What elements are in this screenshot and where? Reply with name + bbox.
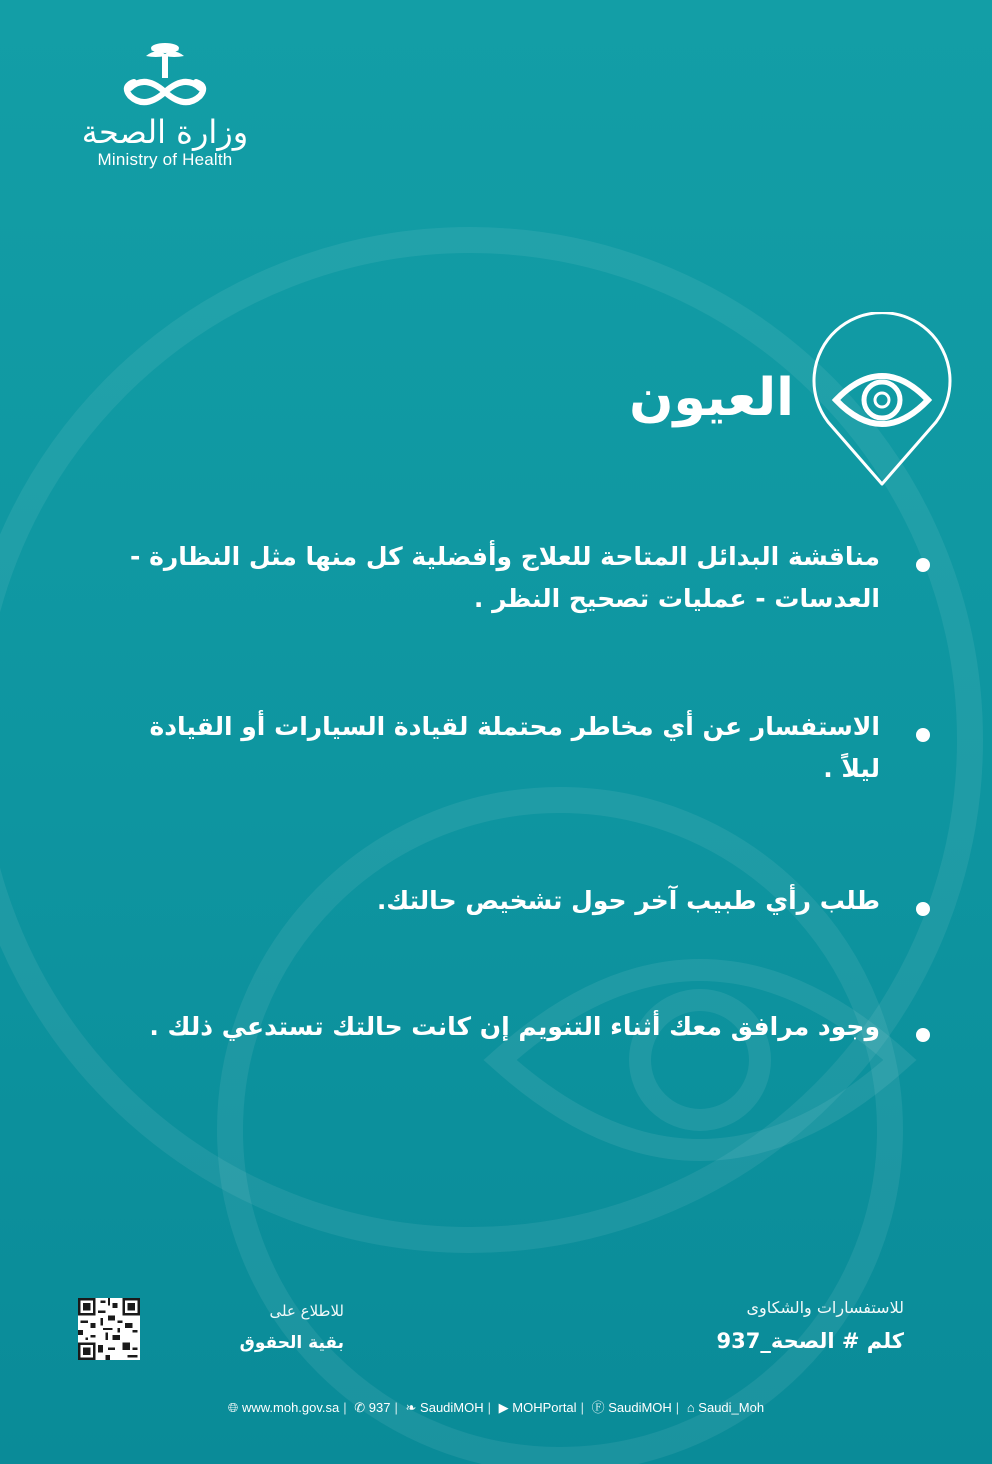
inquiries-label: للاستفسارات والشكاوى — [746, 1298, 904, 1317]
phone-icon: ✆ — [354, 1400, 366, 1415]
bullet-dot-icon — [916, 902, 930, 916]
rights-label: للاطلاع على — [269, 1302, 344, 1320]
snapchat-icon: ⌂ — [686, 1400, 695, 1415]
bullet-dot-icon — [916, 558, 930, 572]
twitter-link[interactable]: ❧ SaudiMOH — [405, 1400, 484, 1415]
rights-text — [156, 1300, 344, 1358]
list-item-text: الاستفسار عن أي مخاطر محتملة لقيادة السيارات أو القيادة ليلاً . — [149, 712, 880, 783]
list-item — [120, 706, 880, 790]
facebook-link[interactable]: Ⓕ SaudiMOH — [591, 1400, 672, 1415]
inquiries-block — [717, 1296, 904, 1358]
hotline-text: كلم # الصحة_937 — [716, 1329, 904, 1353]
globe-icon: 🌐︎ — [227, 1400, 239, 1415]
list-item-text: وجود مرافق معك أثناء التنويم إن كانت حالتك تستدعي ذلك . — [149, 1012, 880, 1041]
bullet-dot-icon — [916, 1028, 930, 1042]
ministry-logo — [70, 40, 260, 200]
phone-link[interactable]: ✆ 937 — [354, 1400, 391, 1415]
logo-arabic-text: وزارة الصحة — [81, 113, 249, 151]
list-item-text: مناقشة البدائل المتاحة للعلاج وأفضلية كل منها مثل النظارة - العدسات - عمليات تصحيح النظر . — [130, 542, 880, 613]
snapchat-link[interactable]: ⌂ Saudi_Moh — [686, 1400, 765, 1415]
youtube-link[interactable]: ▶ MOHPortal — [498, 1400, 577, 1415]
rights-block — [78, 1298, 344, 1362]
qr-code-icon[interactable] — [78, 1298, 140, 1360]
logo-english-text: Ministry of Health — [97, 150, 233, 169]
website-link[interactable]: 🌐︎ www.moh.gov.sa — [227, 1400, 340, 1415]
list-item — [120, 1006, 880, 1048]
contact-bar: 🌐︎ www.moh.gov.sa | ✆ 937 | ❧ SaudiMOH | ▶ MOHPortal | Ⓕ SaudiMOH | ⌂ Saudi_Moh — [0, 1398, 992, 1418]
list-item-text: طلب رأي طبيب آخر حول تشخيص حالتك. — [376, 886, 880, 915]
facebook-icon: Ⓕ — [591, 1400, 605, 1415]
twitter-icon: ❧ — [405, 1400, 417, 1415]
youtube-icon: ▶ — [498, 1400, 509, 1415]
list-item — [120, 880, 880, 922]
palm-swords-emblem-icon — [100, 40, 230, 112]
list-item — [120, 536, 880, 620]
rights-link[interactable]: بقية الحقوق — [239, 1333, 344, 1353]
bullet-dot-icon — [916, 728, 930, 742]
page-title: العيون — [629, 368, 794, 428]
eye-location-pin-icon — [808, 312, 956, 490]
